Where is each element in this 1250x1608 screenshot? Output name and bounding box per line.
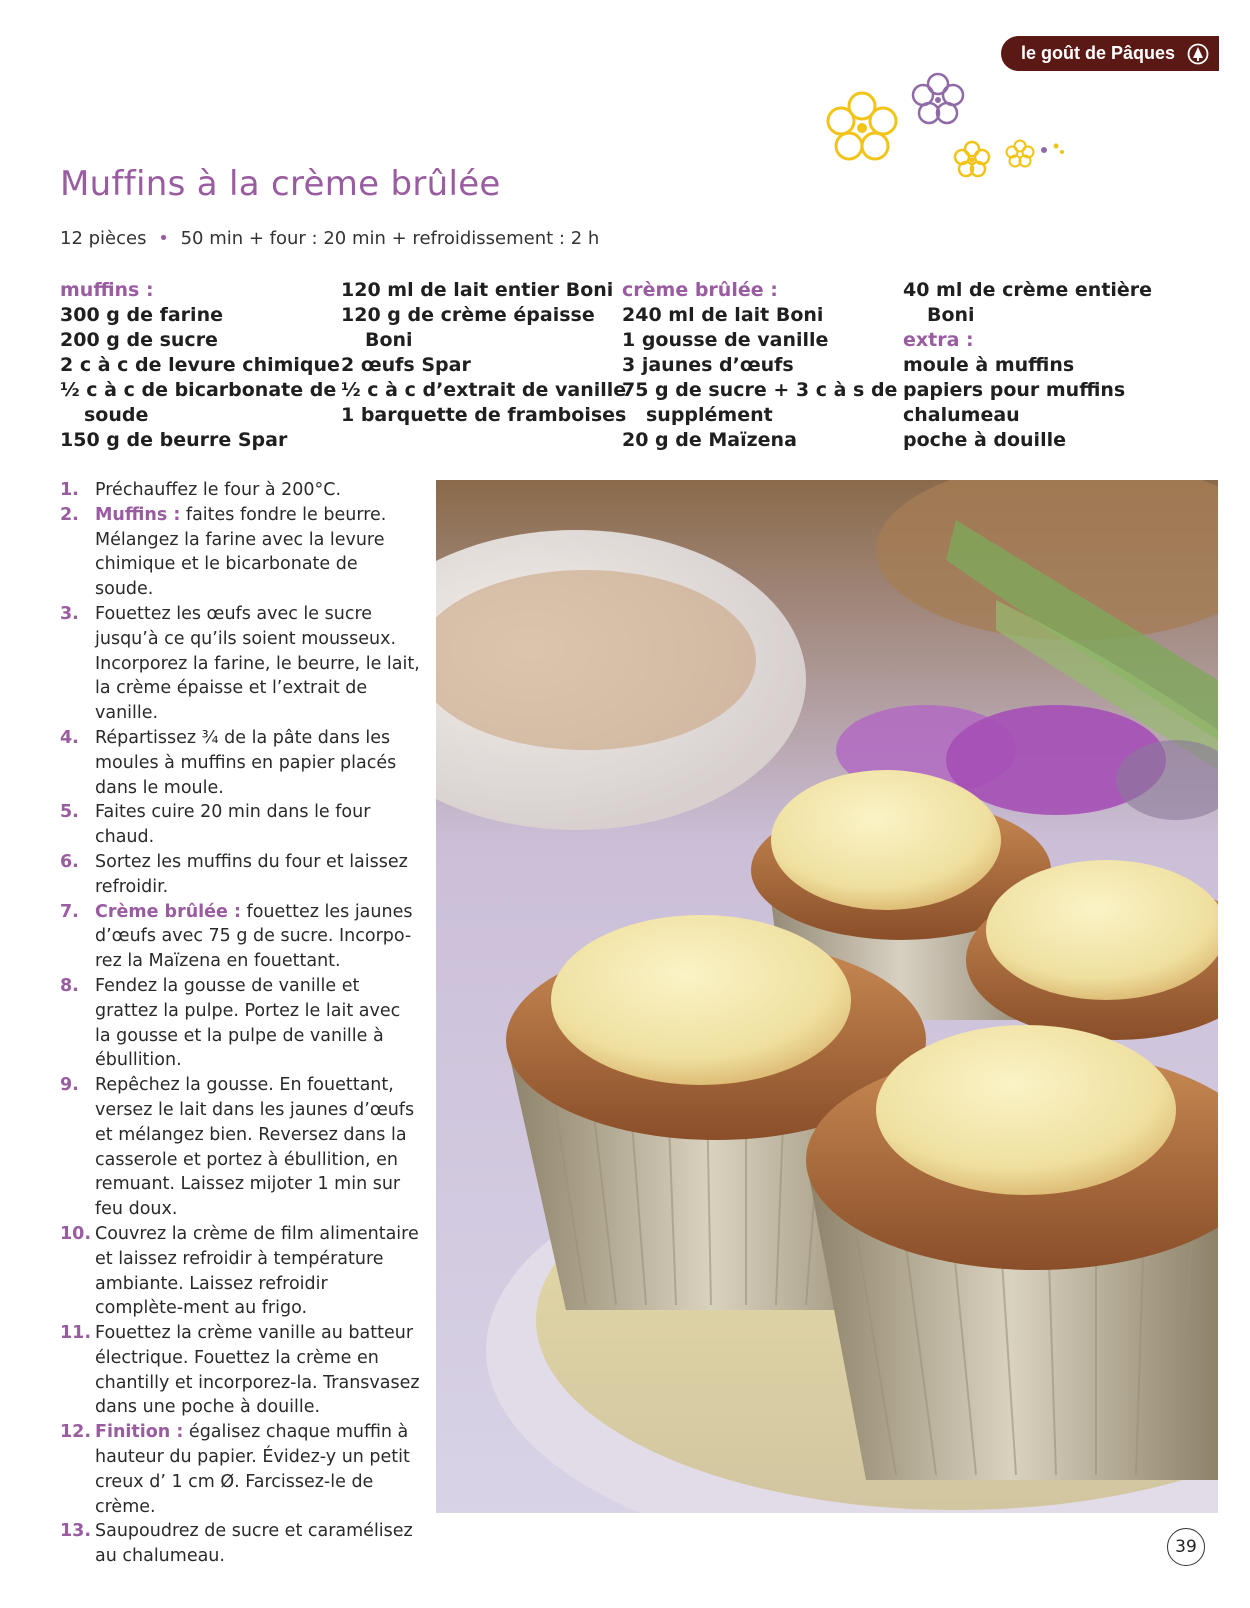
ingredient-item: papiers pour muffins [903,379,1126,401]
ingredient-item: Boni [927,304,975,326]
step-body: Couvrez la crème de film alimentaire et laissez refroidir à température ambiante. Laissez refroidir complète-ment au frigo. [95,1223,419,1319]
page-number: 39 [1167,1528,1205,1566]
spar-logo-icon [1187,43,1209,65]
step-body: Fouettez les œufs avec le sucre jusqu’à ce qu’ils soient mousseux. Incorporez la farine, le beurre, le lait, la crème épaisse et l’extrait de vanille. [95,603,420,724]
ingredients-col-4 [903,278,1152,453]
step-text [95,1222,420,1321]
step-text [95,478,420,503]
step-number: 3. [60,603,79,624]
step-item [60,1321,420,1420]
recipe-meta [60,228,599,249]
step-item [60,800,420,850]
ingredient-item: poche à douille [903,429,1066,451]
ingredient-item: 240 ml de lait Boni [622,304,824,326]
step-number: 11. [60,1323,92,1344]
ingredient-item: 3 jaunes d’œufs [622,354,794,376]
step-body: égalisez chaque muffin à hauteur du papier. Évidez-y un petit creux d’ 1 cm Ø. Farcissez-le de crème. [95,1422,410,1517]
step-item [60,1222,420,1321]
step-item [60,1073,420,1222]
step-text [95,900,420,974]
step-number: 12. [60,1422,92,1443]
step-number: 7. [60,901,79,922]
muffins-photo [436,480,1218,1513]
step-number: 1. [60,480,79,500]
step-text [95,850,420,900]
ingredient-item: 120 ml de lait entier Boni [341,279,614,301]
step-body: Faites cuire 20 min dans le four chaud. [95,802,371,848]
step-body: fouettez les jaunes d’œufs avec 75 g de sucre. Incorpo-rez la Maïzena en fouettant. [95,901,413,972]
step-text [95,503,420,602]
ingredient-item: 2 c à c de levure chimique [60,354,340,376]
recipe-title: Muffins à la crème brûlée [60,164,501,204]
step-item [60,503,420,602]
step-text [95,800,420,850]
ingredients-col-2 [341,278,626,428]
ingredient-item: 75 g de sucre + 3 c à s de [622,379,898,401]
ingredient-item: 20 g de Maïzena [622,429,797,451]
step-keyword: Muffins : [95,504,181,525]
section-tag-label: le goût de Pâques [1021,43,1176,63]
step-number: 13. [60,1521,92,1542]
ingredient-item: 150 g de beurre Spar [60,429,288,451]
step-number: 4. [60,727,79,748]
ingredient-item: supplément [646,404,773,426]
step-item [60,900,420,974]
step-number: 8. [60,975,79,996]
step-number: 10. [60,1223,92,1244]
step-item [60,726,420,800]
recipe-times: 50 min + four : 20 min + refroidissement : 2 h [180,228,600,249]
step-keyword: Finition : [95,1422,184,1443]
ingredient-item: 40 ml de crème entière [903,279,1153,301]
step-item [60,974,420,1073]
ingredient-item: soude [84,404,149,426]
step-text [95,602,420,726]
ingredient-item: 1 gousse de vanille [622,329,829,351]
ingredient-item: 2 œufs Spar [341,354,471,376]
step-body: Préchauffez le four à 200°C. [95,480,342,500]
step-number: 5. [60,802,79,823]
ingredients-col-1 [60,278,340,453]
muffins-illustration [436,480,1218,1513]
step-number: 6. [60,851,79,872]
ingredients-heading-extra: extra : [903,329,974,351]
ingredient-item: 1 barquette de framboises [341,404,627,426]
step-item [60,1519,420,1569]
step-item [60,1420,420,1519]
flowers-icon [820,66,1090,196]
ingredient-item: chalumeau [903,404,1020,426]
step-number: 2. [60,504,79,525]
step-text [95,1519,420,1569]
ingredient-item: 300 g de farine [60,304,223,326]
step-body: Fouettez la crème vanille au batteur électrique. Fouettez la crème en chantilly et incorporez-la. Transvasez dans une poche à douille. [95,1323,420,1418]
ingredients-col-3 [622,278,897,453]
recipe-yield: 12 pièces [60,228,147,249]
step-body: Repêchez la gousse. En fouettant, versez le lait dans les jaunes d’œufs et mélangez bien. Reversez dans la casserole et portez à ébullition, en remuant. Laissez mijoter 1 min sur feu doux. [95,1075,415,1220]
step-text [95,974,420,1073]
ingredients-heading-muffins: muffins : [60,279,154,301]
step-item [60,850,420,900]
step-text [95,1420,420,1519]
bullet-dot: • [158,228,169,249]
step-text [95,1073,420,1222]
step-body: Fendez la gousse de vanille et grattez la pulpe. Portez le lait avec la gousse et la pulpe de vanille à ébullition. [95,975,401,1071]
ingredient-item: 120 g de crème épaisse [341,304,595,326]
step-text [95,1321,420,1420]
recipe-steps [60,478,420,1569]
step-item [60,602,420,726]
step-number: 9. [60,1075,79,1096]
step-body: Répartissez ¾ de la pâte dans les moules à muffins en papier placés dans le moule. [95,727,397,798]
ingredient-item: ½ c à c de bicarbonate de [60,379,337,401]
ingredients-heading-creme-brulee: crème brûlée : [622,279,778,301]
step-text [95,726,420,800]
ingredient-item: moule à muffins [903,354,1075,376]
step-body: Saupoudrez de sucre et caramélisez au chalumeau. [95,1521,413,1567]
ingredient-item: 200 g de sucre [60,329,218,351]
ingredient-item: ½ c à c d’extrait de vanille [341,379,627,401]
step-body: Sortez les muffins du four et laissez refroidir. [95,851,408,897]
step-keyword: Crème brûlée : [95,901,241,922]
ingredient-item: Boni [365,329,413,351]
step-body: faites fondre le beurre. Mélangez la farine avec la levure chimique et le bicarbonate de soude. [95,504,387,600]
step-item [60,478,420,503]
